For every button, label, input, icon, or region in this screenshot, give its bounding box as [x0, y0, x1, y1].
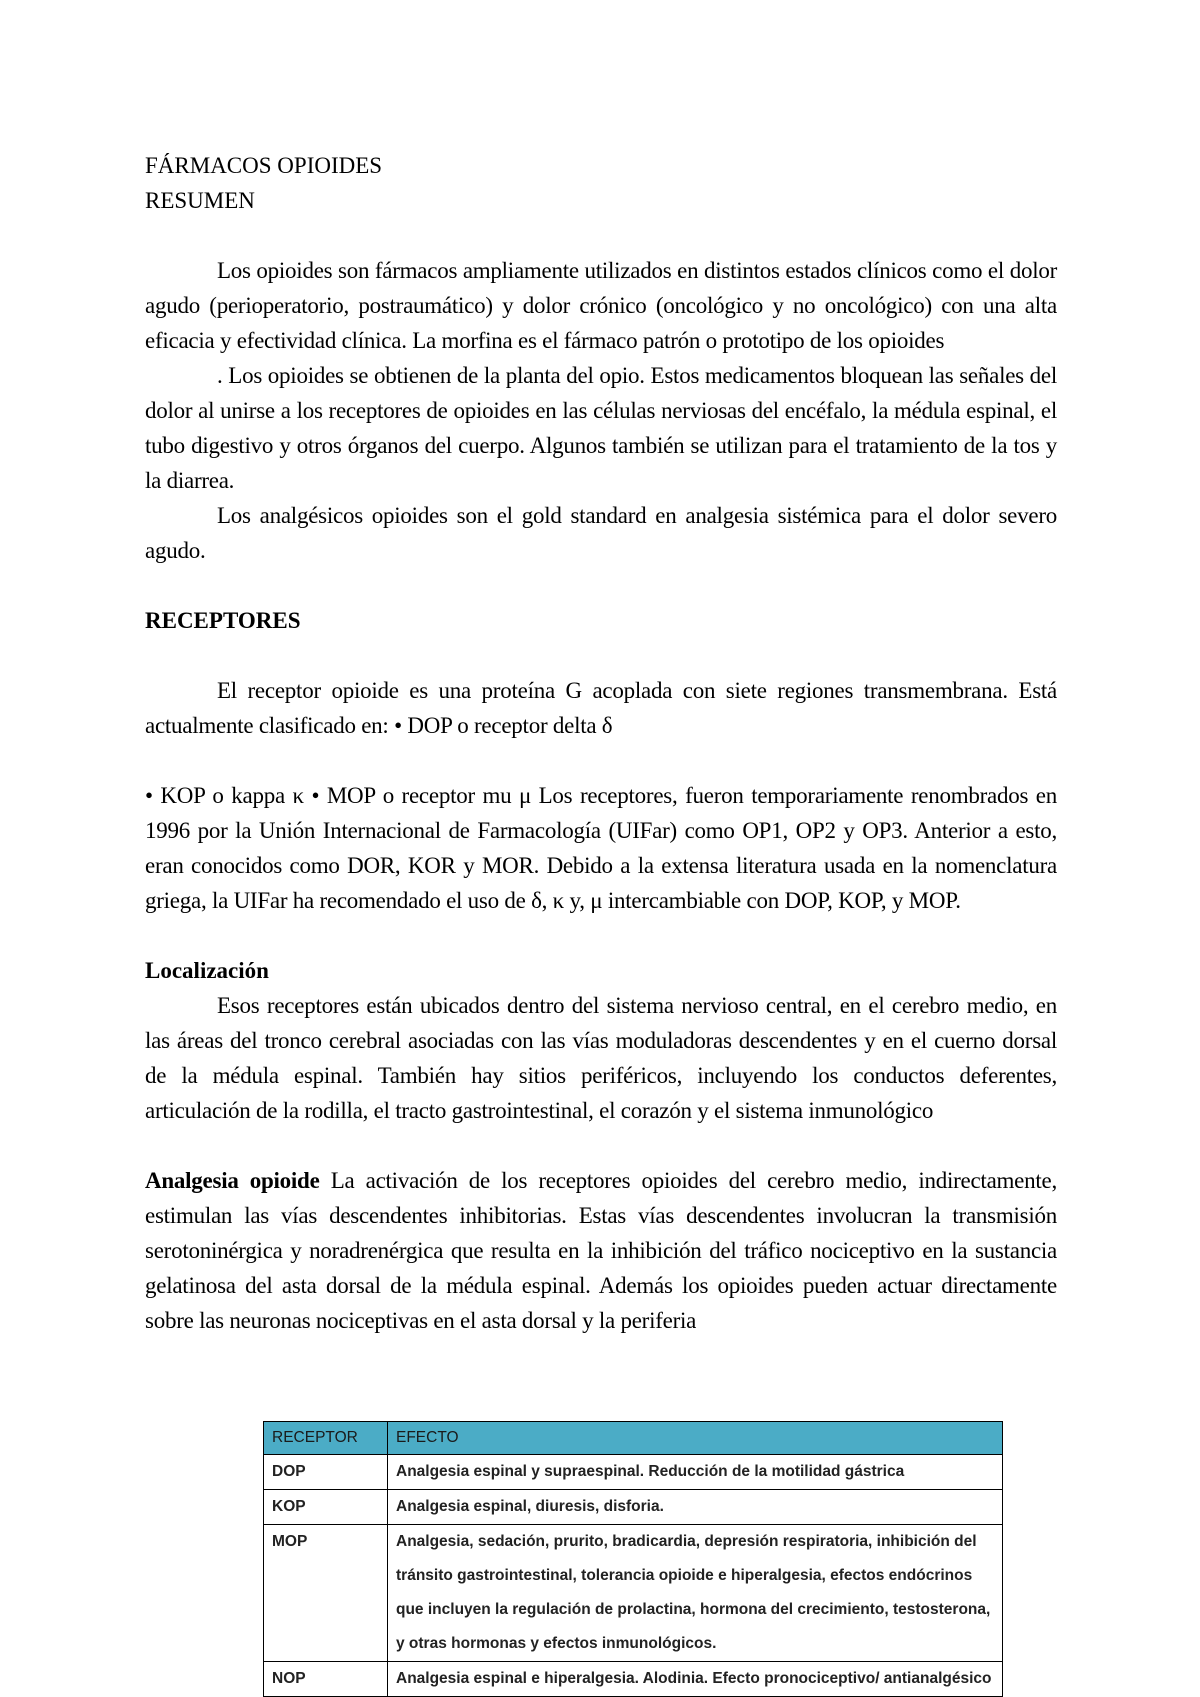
- receptores-paragraph-1: El receptor opioide es una proteína G acoplada con siete regiones transmembrana. Está actualmente clasificado en: • DOP o receptor delta δ: [145, 678, 1057, 738]
- cell-efecto: Analgesia espinal e hiperalgesia. Alodinia. Efecto pronociceptivo/ antianalgésico: [388, 1662, 1003, 1697]
- spacer: [145, 638, 1057, 673]
- localizacion-paragraph: Esos receptores están ubicados dentro del sistema nervioso central, en el cerebro medio, en las áreas del tronco cerebral asociadas con las vías moduladoras descendentes y en el cuerno dorsal de la médula espinal. También hay sitios periféricos, incluyendo los conductos deferentes, articulación de la rodilla, el tracto gastrointestinal, el corazón y el sistema inmunológico: [145, 993, 1057, 1123]
- spacer: [145, 743, 1057, 778]
- table-row: [264, 1662, 1003, 1697]
- header-efecto: EFECTO: [388, 1422, 1003, 1455]
- header-receptor: RECEPTOR: [264, 1422, 388, 1455]
- intro-paragraph-1: Los opioides son fármacos ampliamente utilizados en distintos estados clínicos como el dolor agudo (perioperatorio, postraumático) y dolor crónico (oncológico y no oncológico) con una alta eficacia y efectividad clínica. La morfina es el fármaco patrón o prototipo de los opioides: [145, 258, 1057, 353]
- localizacion-heading: Localización: [145, 958, 269, 983]
- cell-receptor: NOP: [264, 1662, 388, 1697]
- intro-paragraph-3: Los analgésicos opioides son el gold standard en analgesia sistémica para el dolor severo agudo.: [145, 503, 1057, 563]
- cell-receptor: DOP: [264, 1455, 388, 1490]
- table-row: [264, 1490, 1003, 1525]
- document-page: [145, 148, 1057, 1338]
- cell-efecto: Analgesia, sedación, prurito, bradicardia, depresión respiratoria, inhibición del tránsito gastrointestinal, tolerancia opioide e hiperalgesia, efectos endócrinos que incluyen la regulación de prolactina, hormona del crecimiento, testosterona, y otras hormonas y efectos inmunológicos.: [388, 1525, 1003, 1662]
- spacer: [145, 218, 1057, 253]
- receptores-paragraph-2: • KOP o kappa κ • MOP o receptor mu μ Los receptores, fueron temporariamente renombrados en 1996 por la Unión Internacional de Farmacología (UIFar) como OP1, OP2 y OP3. Anterior a esto, eran conocidos como DOR, KOR y MOR. Debido a la extensa literatura usada en la nomenclatura griega, la UIFar ha recomendado el uso de δ, κ y, μ intercambiable con DOP, KOP, y MOP.: [145, 783, 1057, 913]
- table-row: [264, 1525, 1003, 1662]
- document-subtitle: RESUMEN: [145, 188, 255, 213]
- spacer: [145, 568, 1057, 603]
- cell-receptor: MOP: [264, 1525, 388, 1662]
- intro-paragraph-2: . Los opioides se obtienen de la planta del opio. Estos medicamentos bloquean las señales del dolor al unirse a los receptores de opioides en las células nerviosas del encéfalo, la médula espinal, el tubo digestivo y otros órganos del cuerpo. Algunos también se utilizan para el tratamiento de la tos y la diarrea.: [145, 363, 1057, 493]
- spacer: [145, 918, 1057, 953]
- analgesia-heading: Analgesia opioide: [145, 1168, 320, 1193]
- cell-receptor: KOP: [264, 1490, 388, 1525]
- receptor-effects-table-container: [263, 1421, 1003, 1697]
- analgesia-text: La activación de los receptores opioides del cerebro medio, indirectamente, estimulan las vías descendentes inhibitorias. Estas vías descendentes involucran la transmisión serotoninérgica y noradrenérgica que resulta en la inhibición del tráfico nociceptivo en la sustancia gelatinosa del asta dorsal de la médula espinal. Además los opioides pueden actuar directamente sobre las neuronas nociceptivas en el asta dorsal y la periferia: [145, 1168, 1057, 1333]
- receptor-effects-table: [263, 1421, 1003, 1697]
- table-header-row: [264, 1422, 1003, 1455]
- receptores-heading: RECEPTORES: [145, 608, 301, 633]
- analgesia-paragraph: [145, 1163, 1057, 1338]
- document-title: FÁRMACOS OPIOIDES: [145, 153, 383, 178]
- table-row: [264, 1455, 1003, 1490]
- cell-efecto: Analgesia espinal y supraespinal. Reducción de la motilidad gástrica: [388, 1455, 1003, 1490]
- cell-efecto: Analgesia espinal, diuresis, disforia.: [388, 1490, 1003, 1525]
- spacer: [145, 1128, 1057, 1163]
